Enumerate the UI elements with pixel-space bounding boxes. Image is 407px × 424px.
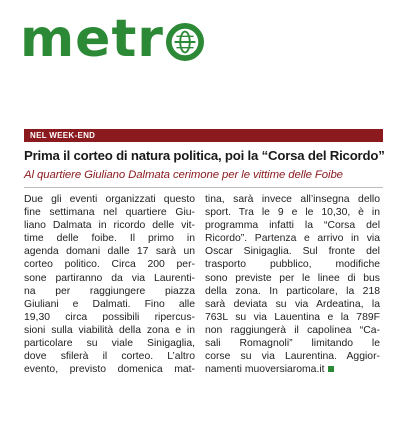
body-line: na per raggiungere piazza: [24, 285, 195, 297]
body-line: Ricordo”. Partenza e arrivo in via: [205, 233, 380, 245]
body-line: dove sfilerà il corteo. L’altro: [24, 351, 195, 363]
body-line: sono previste per le linee di bus: [205, 272, 380, 284]
body-line: particolare su viale Sinigaglia,: [24, 338, 195, 350]
body-line: sioni sulla viabilità della zona e in: [24, 324, 195, 336]
body-line: 763L su via Lauentina e la 789F: [205, 311, 380, 323]
body-line: sali Romagnoli” limitando le: [205, 338, 380, 350]
body-line: sport. Tra le 9 e le 10,30, è in: [205, 207, 380, 219]
logo-wordmark: metr: [20, 9, 164, 69]
article-title: Prima il corteo di natura politica, poi la “Corsa del Ricordo”: [24, 148, 385, 163]
body-line: liano Dalmata in ricordo delle vit-: [24, 220, 195, 232]
body-line: programma infatti la “Corsa del: [205, 220, 380, 232]
body-line: Giuliani e Dalmati. Fino alle: [24, 298, 195, 310]
body-line: tina, sarà invece all’insegna dello: [205, 194, 380, 205]
body-line-text: namenti muoversiaroma.it: [205, 364, 325, 376]
article-subtitle: Al quartiere Giuliano Dalmata cerimone per le vittime delle Foibe: [24, 169, 343, 181]
globe-icon: [166, 23, 204, 61]
body-line: fine settimana nel quartiere Giu-: [24, 207, 195, 219]
article-body-left-column: [24, 193, 195, 376]
body-line: agenda domani dalle 17 sarà un: [24, 246, 195, 258]
divider: [24, 187, 383, 188]
body-line: sarà deviata su via Ardeatina, la: [205, 298, 380, 310]
body-line: non raggiungerà il capolinea “Ca-: [205, 324, 380, 336]
body-line: trasporto pubblico, modifiche: [205, 259, 380, 271]
body-line-final: [205, 363, 380, 376]
end-of-article-marker: [328, 366, 334, 372]
article-body-right-column: [205, 193, 380, 376]
body-line: 19,30 circa possibili ripercus-: [24, 311, 195, 323]
body-line: time delle foibe. Il primo in: [24, 233, 195, 245]
body-line: Oscar Sinigaglia. Sul fronte del: [205, 246, 380, 258]
section-kicker: NEL WEEK-END: [24, 129, 383, 142]
body-line: sone partiranno da via Laurenti-: [24, 272, 195, 284]
body-line: corse su via Laurentina. Aggior-: [205, 351, 380, 363]
body-line: della zona. In particolare, la 218: [205, 285, 380, 297]
body-line: evento, previsto domenica mat-: [24, 364, 195, 376]
body-line: Due gli eventi organizzati questo: [24, 194, 195, 205]
body-line: corteo politico. Circa 200 per-: [24, 259, 195, 271]
metro-logo: [20, 9, 204, 69]
